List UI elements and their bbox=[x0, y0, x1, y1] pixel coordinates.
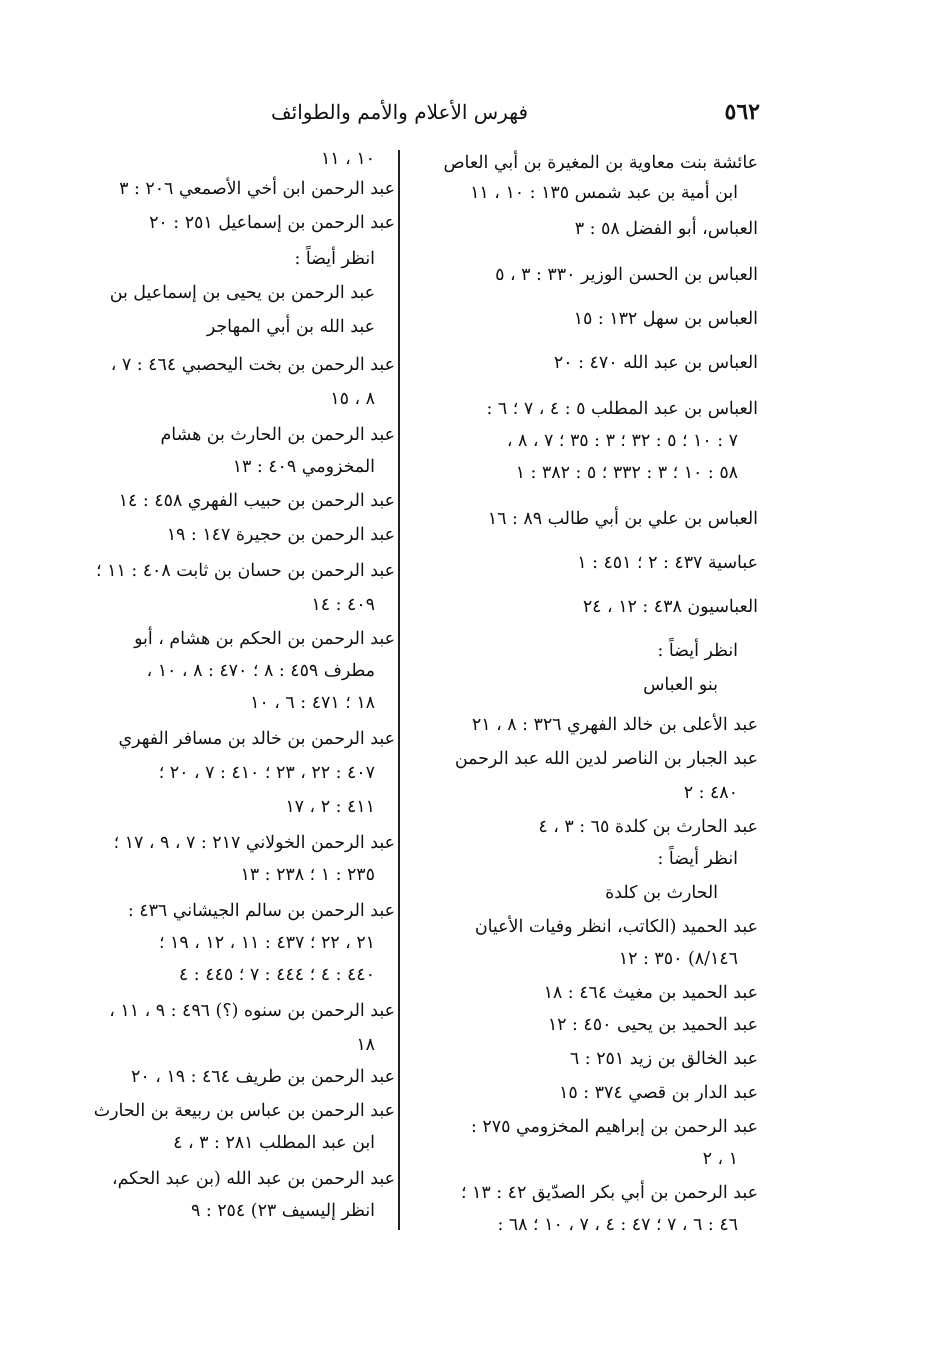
index-entry-continuation: ٤٦ : ٦ ، ٧ ؛ ٤٧ : ٤ ، ٧ ، ١٠ ؛ ٦٨ : bbox=[497, 1215, 738, 1235]
index-entry-continuation: ٤٤٠ : ٤ ؛ ٤٤٤ : ٧ ؛ ٤٤٥ : ٤ bbox=[178, 965, 375, 985]
index-entry: العباس بن عبد المطلب ٥ : ٤ ، ٧ ؛ ٦ : bbox=[486, 399, 758, 419]
index-entry: عبد الحميد بن يحيى ٤٥٠ : ١٢ bbox=[547, 1015, 758, 1035]
column-divider bbox=[398, 150, 400, 1230]
index-entry: عبد الرحمن بن إبراهيم المخزومي ٢٧٥ : bbox=[471, 1117, 758, 1137]
index-entry: عبد الرحمن بن خالد بن مسافر الفهري bbox=[118, 729, 395, 749]
index-entry: العباس بن الحسن الوزير ٣٣٠ : ٣ ، ٥ bbox=[495, 265, 758, 285]
index-entry: عبد الرحمن بن سالم الجيشاني ٤٣٦ : bbox=[127, 901, 395, 921]
index-entry-continuation: ٢١ ، ٢٢ ؛ ٤٣٧ : ١١ ، ١٢ ، ١٩ ؛ bbox=[158, 933, 375, 953]
index-entry-continuation: ٤٠٩ : ١٤ bbox=[311, 595, 375, 615]
index-entry-continuation: مطرف ٤٥٩ : ٨ ؛ ٤٧٠ : ٨ ، ١٠ ، bbox=[146, 661, 375, 681]
index-entry: عبد الرحمن بن الحارث بن هشام bbox=[160, 425, 395, 445]
index-entry-continuation: ٨ ، ١٥ bbox=[330, 389, 375, 409]
index-entry-continuation: ٨/١٤٦) ٣٥٠ : ١٢ bbox=[618, 949, 738, 969]
index-entry: عبد الرحمن بن عباس بن ربيعة بن الحارث bbox=[93, 1101, 395, 1121]
index-entry-continuation: انظر أيضاً : bbox=[657, 641, 738, 661]
index-entry-continuation: ١٨ bbox=[356, 1035, 375, 1055]
index-entry-continuation: ٢٣٥ : ١ ؛ ٢٣٨ : ١٣ bbox=[240, 865, 375, 885]
index-entry: عبد الرحمن بن عبد الله (بن عبد الحكم، bbox=[111, 1169, 395, 1189]
index-entry-continuation: انظر إليسيف ٢٣) ٢٥٤ : ٩ bbox=[190, 1201, 375, 1221]
index-entry: عبد الخالق بن زيد ٢٥١ : ٦ bbox=[569, 1049, 758, 1069]
index-entry: عبد الرحمن ابن أخي الأصمعي ٢٠٦ : ٣ bbox=[119, 179, 395, 199]
page-title: فهرس الأعلام والأمم والطوائف bbox=[270, 100, 528, 124]
page-header bbox=[270, 92, 760, 132]
index-entry-continuation: عبد الرحمن بن يحيى بن إسماعيل بن bbox=[109, 283, 375, 303]
index-entry: عبد الرحمن بن أبي بكر الصدّيق ٤٢ : ١٣ ؛ bbox=[460, 1183, 758, 1203]
index-entry: عبد الحارث بن كلدة ٦٥ : ٣ ، ٤ bbox=[538, 817, 758, 837]
index-entry: عبد الرحمن بن طريف ٤٦٤ : ١٩ ، ٢٠ bbox=[131, 1067, 395, 1087]
index-entry-continuation: ٧ : ١٠ ؛ ٥ : ٣٢ ؛ ٣ : ٣٥ ؛ ٧ ، ٨ ، bbox=[506, 431, 738, 451]
index-entry-continuation: ٤١١ : ٢ ، ١٧ bbox=[285, 797, 375, 817]
index-entry-continuation: ٤٠٧ : ٢٢ ، ٢٣ ؛ ٤١٠ : ٧ ، ٢٠ ؛ bbox=[158, 763, 375, 783]
index-entry: عبد الحميد (الكاتب، انظر وفيات الأعيان bbox=[474, 917, 758, 937]
index-entry: عبد الدار بن قصي ٣٧٤ : ١٥ bbox=[559, 1083, 758, 1103]
index-entry-continuation: ابن عبد المطلب ٢٨١ : ٣ ، ٤ bbox=[173, 1133, 375, 1153]
index-entry: عبد الرحمن الخولاني ٢١٧ : ٧ ، ٩ ، ١٧ ؛ bbox=[113, 833, 395, 853]
index-entry: عبد الرحمن بن حجيرة ١٤٧ : ١٩ bbox=[166, 525, 395, 545]
index-entry: عبد الأعلى بن خالد الفهري ٣٢٦ : ٨ ، ٢١ bbox=[471, 715, 758, 735]
index-entry-continuation: ١٠ ، ١١ bbox=[320, 149, 375, 169]
index-entry-continuation: عبد الله بن أبي المهاجر bbox=[206, 317, 375, 337]
index-entry: عبد الرحمن بن حسان بن ثابت ٤٠٨ : ١١ ؛ bbox=[96, 561, 395, 581]
index-entry: عبد الرحمن بن الحكم بن هشام ، أبو bbox=[134, 629, 395, 649]
index-entry-continuation: ٤٨٠ : ٢ bbox=[683, 783, 738, 803]
index-entry-continuation: ٥٨ : ١٠ ؛ ٣ : ٣٣٢ ؛ ٥ : ٣٨٢ : ١ bbox=[515, 463, 738, 483]
index-entry-continuation: ١ ، ٢ bbox=[702, 1149, 738, 1169]
index-entry-continuation: المخزومي ٤٠٩ : ١٣ bbox=[232, 457, 375, 477]
index-entry-continuation: ابن أمية بن عبد شمس ١٣٥ : ١٠ ، ١١ bbox=[470, 183, 738, 203]
index-entry: عبد الرحمن بن إسماعيل ٢٥١ : ٢٠ bbox=[149, 213, 395, 233]
index-entry-continuation: الحارث بن كلدة bbox=[605, 883, 718, 903]
index-entry-continuation: ١٨ ؛ ٤٧١ : ٦ ، ١٠ bbox=[250, 693, 375, 713]
index-entry: عبد الرحمن بن بخت اليحصبي ٤٦٤ : ٧ ، bbox=[110, 355, 395, 375]
page-number: ٥٦٢ bbox=[724, 99, 760, 125]
index-entry: العباس بن سهل ١٣٢ : ١٥ bbox=[573, 309, 758, 329]
index-entry-continuation: انظر أيضاً : bbox=[294, 249, 375, 269]
index-entry: عباسية ٤٣٧ : ٢ ؛ ٤٥١ : ١ bbox=[577, 553, 758, 573]
index-entry: عبد الرحمن بن حبيب الفهري ٤٥٨ : ١٤ bbox=[118, 491, 395, 511]
index-entry: عبد الرحمن بن سنوه (؟) ٤٩٦ : ٩ ، ١١ ، bbox=[109, 1001, 395, 1021]
index-entry: العباس، أبو الفضل ٥٨ : ٣ bbox=[574, 219, 758, 239]
index-entry: العباس بن علي بن أبي طالب ٨٩ : ١٦ bbox=[487, 509, 758, 529]
index-entry: العباسيون ٤٣٨ : ١٢ ، ٢٤ bbox=[582, 597, 758, 617]
index-entry: عائشة بنت معاوية بن المغيرة بن أبي العاص bbox=[443, 153, 758, 173]
index-entry: عبد الحميد بن مغيث ٤٦٤ : ١٨ bbox=[543, 983, 758, 1003]
index-entry-continuation: بنو العباس bbox=[643, 675, 718, 695]
index-entry: العباس بن عبد الله ٤٧٠ : ٢٠ bbox=[553, 353, 758, 373]
index-entry: عبد الجبار بن الناصر لدين الله عبد الرحمن bbox=[454, 749, 758, 769]
index-entry-continuation: انظر أيضاً : bbox=[657, 849, 738, 869]
